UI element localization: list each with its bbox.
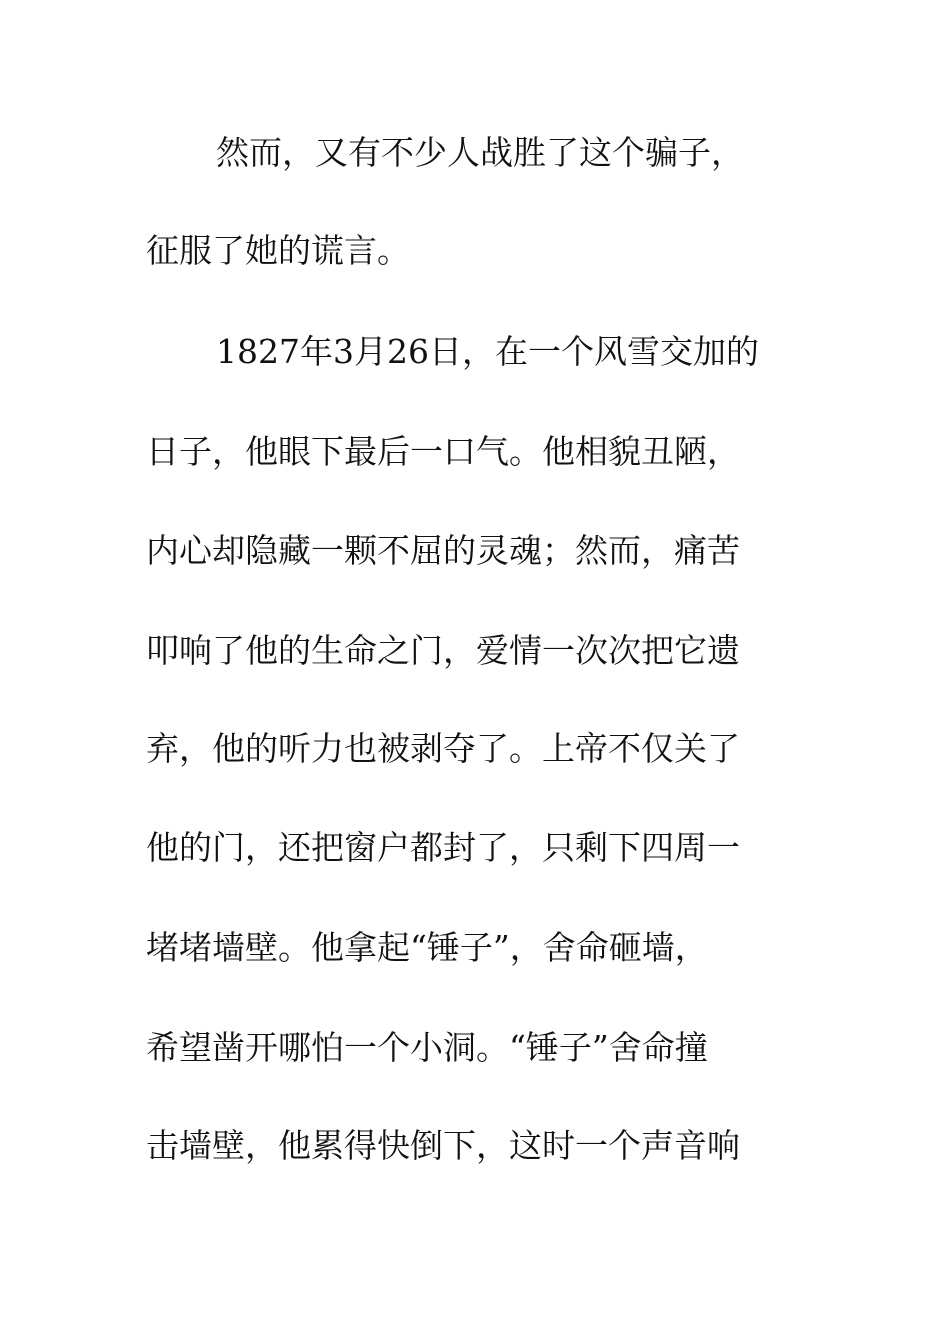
paragraph-2-line-6: 他的门，还把窗户都封了，只剩下四周一 bbox=[146, 828, 740, 867]
paragraph-2-line-2: 日子，他眼下最后一口气。他相貌丑陋， bbox=[146, 432, 740, 471]
paragraph-2-line-9: 击墙壁，他累得快倒下，这时一个声音响 bbox=[146, 1126, 740, 1165]
paragraph-1-line-2: 征服了她的谎言。 bbox=[146, 231, 410, 270]
paragraph-1-line-1: 然而，又有不少人战胜了这个骗子， bbox=[216, 133, 744, 172]
paragraph-2-line-7: 堵堵墙壁。他拿起“锤子”，舍命砸墙， bbox=[146, 928, 708, 967]
paragraph-2-line-3: 内心却隐藏一颗不屈的灵魂；然而，痛苦 bbox=[146, 531, 740, 570]
paragraph-2-line-1: 1827年3月26日，在一个风雪交加的 bbox=[216, 332, 759, 371]
paragraph-2-line-8: 希望凿开哪怕一个小洞。“锤子”舍命撞 bbox=[146, 1028, 708, 1067]
paragraph-2-line-4: 叩响了他的生命之门，爱情一次次把它遗 bbox=[146, 631, 740, 670]
paragraph-2-line-5: 弃，他的听力也被剥夺了。上帝不仅关了 bbox=[146, 729, 740, 768]
